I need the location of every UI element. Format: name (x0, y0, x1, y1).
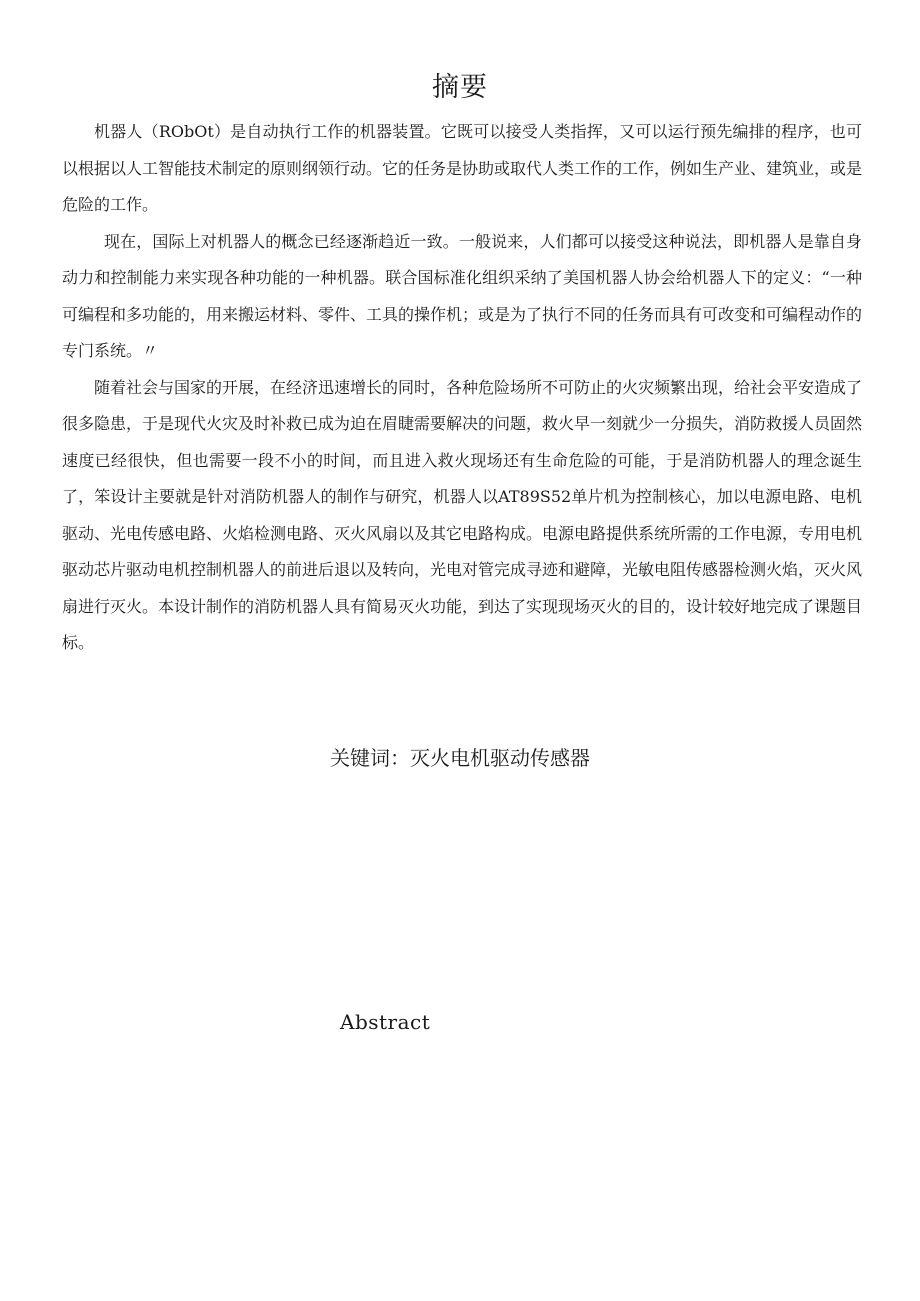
abstract-heading: Abstract (340, 1010, 431, 1034)
paragraph-robot-definition: 机器人（RObOt）是自动执行工作的机器装置。它既可以接受人类指挥，又可以运行预先编排的程序，也可以根据以人工智能技术制定的原则纲领行动。它的任务是协助或取代人类工作的工作，例如生产业、建筑业，或是危险的工作。 (62, 122, 863, 214)
page-title: 摘要 (432, 72, 488, 103)
paragraph-fire-robot-design: 随着社会与国家的开展，在经济迅速增长的同时，各种危险场所不可防止的火灾频繁出现，给社会平安造成了很多隐患，于是现代火灾及时补救已成为迫在眉睫需要解决的问题，救火早一刻就少一分损失，消防救援人员固然速度已经很快，但也需要一段不小的时间，而且进入救火现场还有生命危险的可能，于是消防机器人的理念诞生了，笨设计主要就是针对消防机器人的制作与研究，机器人以AT89S52单片机为控制核心，加以电源电路、电机驱动、光电传感电路、火焰检测电路、灭火风扇以及其它电路构成。电源电路提供系统所需的工作电源，专用电机驱动芯片驱动电机控制机器人的前进后退以及转向，光电对管完成寻迹和避障，光敏电阻传感器检测火焰，灭火风扇进行灭火。本设计制作的消防机器人具有简易灭火功能，到达了实现现场灭火的目的，设计较好地完成了课题目标。 (62, 377, 863, 652)
keywords-line: 关键词：灭火电机驱动传感器 (330, 746, 590, 770)
abstract-body (62, 114, 862, 662)
paragraph-international-concept: 现在，国际上对机器人的概念已经逐渐趋近一致。一般说来，人们都可以接受这种说法，即机器人是靠自身动力和控制能力来实现各种功能的一种机器。联合国标准化组织采纳了美国机器人协会给机器人下的定义：“一种可编程和多功能的，用来搬运材料、零件、工具的操作机；或是为了执行不同的任务而具有可改变和可编程动作的专门系统。〃 (62, 231, 863, 360)
